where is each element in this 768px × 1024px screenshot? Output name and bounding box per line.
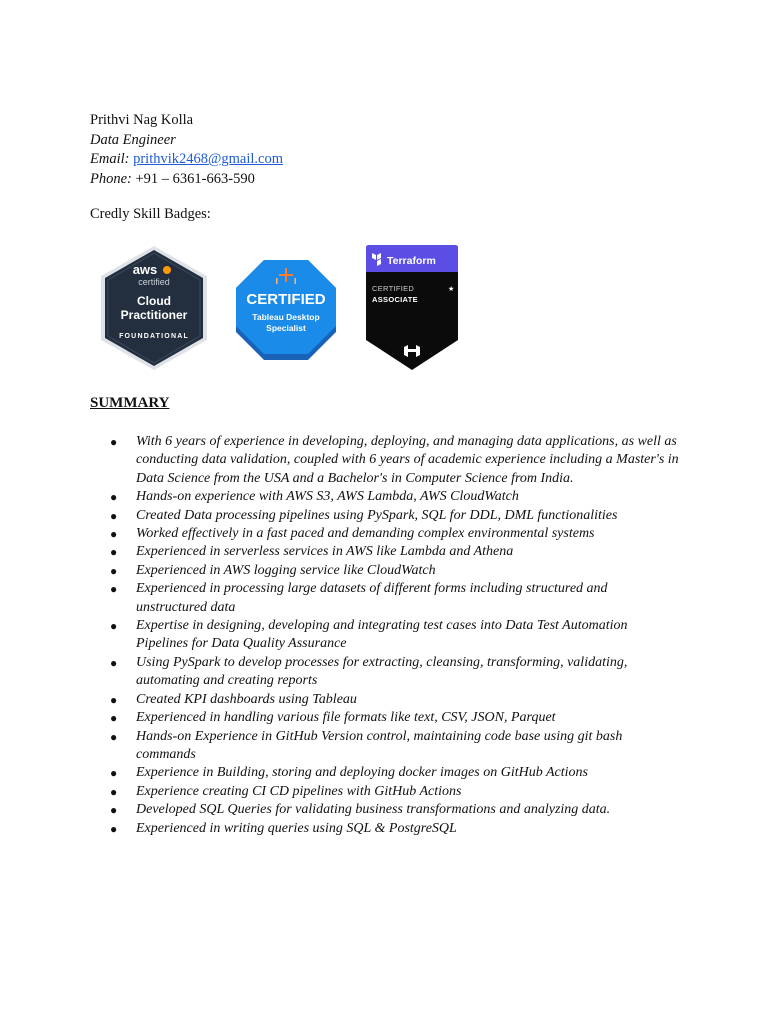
- summary-item: [110, 525, 682, 543]
- tableau-line1-text: Tableau Desktop: [252, 312, 320, 322]
- bullet-icon: ●: [110, 563, 118, 578]
- bullet-icon: ●: [110, 711, 118, 726]
- summary-item: [110, 691, 682, 709]
- summary-list: [110, 433, 682, 838]
- aws-sub-text: certified: [138, 277, 170, 287]
- email-link[interactable]: prithvik2468@gmail.com: [133, 151, 283, 167]
- summary-item: [110, 801, 682, 819]
- aws-check-icon: [163, 266, 171, 274]
- summary-item: [110, 617, 682, 654]
- aws-brand-text: aws: [132, 262, 158, 277]
- bullet-icon: ●: [110, 582, 118, 597]
- email-label: Email:: [90, 151, 130, 167]
- summary-item-text: Hands-on Experience in GitHub Version control, maintaining code base using git bash commands: [136, 728, 623, 762]
- summary-item-text: Experienced in processing large datasets of different forms including structured and unstructured data: [136, 581, 608, 615]
- aws-level-text: FOUNDATIONAL: [119, 333, 189, 340]
- summary-item-text: Experienced in writing queries using SQL & PostgreSQL: [136, 820, 457, 836]
- bullet-icon: ●: [110, 692, 118, 707]
- summary-item: [110, 507, 682, 525]
- job-title: Data Engineer: [90, 131, 176, 148]
- aws-cloud-practitioner-badge[interactable]: [99, 244, 209, 372]
- terraform-brand-text: Terraform: [387, 255, 436, 267]
- summary-item-text: Experienced in serverless services in AWS like Lambda and Athena: [136, 544, 514, 560]
- summary-item: [110, 820, 682, 838]
- star-icon: ★: [448, 285, 455, 293]
- bullet-icon: ●: [110, 435, 118, 449]
- tableau-title-text: CERTIFIED: [246, 291, 326, 308]
- bullet-icon: ●: [110, 545, 118, 560]
- summary-item-text: Developed SQL Queries for validating business transformations and analyzing data.: [136, 802, 611, 818]
- phone-number: +91 – 6361-663-590: [135, 170, 255, 187]
- bullet-icon: ●: [110, 729, 118, 744]
- summary-item-text: Using PySpark to develop processes for extracting, cleansing, transforming, validating, automating and creating reports: [136, 654, 628, 689]
- bullet-icon: ●: [110, 527, 118, 542]
- bullet-icon: ●: [110, 803, 118, 818]
- candidate-name: Prithvi Nag Kolla: [90, 112, 194, 128]
- summary-item-text: Expertise in designing, developing and integrating test cases into Data Test Automation Pipelines for Data Quality Assurance: [136, 618, 628, 652]
- terraform-line2-text: ASSOCIATE: [372, 295, 418, 304]
- phone-line: [90, 170, 283, 190]
- summary-heading: SUMMARY: [90, 395, 170, 411]
- summary-item: [110, 654, 682, 691]
- summary-item-text: Experience in Building, storing and deploying docker images on GitHub Actions: [136, 765, 588, 781]
- summary-item: [110, 580, 682, 617]
- phone-label: Phone:: [90, 170, 132, 187]
- bullet-icon: ●: [110, 784, 118, 799]
- bullet-icon: ●: [110, 655, 118, 670]
- summary-item: [110, 433, 682, 488]
- summary-item: [110, 728, 682, 765]
- bullet-icon: ●: [110, 508, 118, 523]
- contact-header: [90, 111, 283, 189]
- bullet-icon: ●: [110, 619, 118, 634]
- tableau-desktop-specialist-badge[interactable]: [234, 258, 338, 364]
- summary-item-text: Worked effectively in a fast paced and demanding complex environmental systems: [136, 526, 595, 542]
- summary-item: [110, 543, 682, 561]
- aws-line1-text: Cloud: [137, 294, 171, 308]
- terraform-associate-badge[interactable]: [362, 244, 462, 372]
- summary-item-text: With 6 years of experience in developing, deploying, and managing data applications, as well as conducting data validation, coupled with 6 years of academic experience including a Master's in Data Science from the USA and a Bachelor's in Computer Science from India.: [136, 434, 679, 486]
- aws-line2-text: Practitioner: [120, 308, 188, 322]
- email-line: [90, 150, 283, 170]
- summary-item-text: Experience creating CI CD pipelines with GitHub Actions: [136, 783, 462, 799]
- bullet-icon: ●: [110, 766, 118, 781]
- tableau-line2-text: Specialist: [266, 323, 306, 333]
- bullet-icon: ●: [110, 821, 118, 836]
- summary-item-text: Created KPI dashboards using Tableau: [136, 691, 357, 707]
- summary-item-text: Created Data processing pipelines using PySpark, SQL for DDL, DML functionalities: [136, 507, 618, 523]
- summary-item: [110, 709, 682, 727]
- bullet-icon: ●: [110, 490, 118, 505]
- summary-item: [110, 488, 682, 506]
- summary-item: [110, 783, 682, 801]
- summary-item: [110, 764, 682, 782]
- summary-item-text: Experienced in AWS logging service like CloudWatch: [136, 562, 436, 578]
- summary-item: [110, 562, 682, 580]
- terraform-line1-text: CERTIFIED: [372, 284, 415, 293]
- summary-item-text: Hands-on experience with AWS S3, AWS Lambda, AWS CloudWatch: [136, 489, 519, 505]
- summary-item-text: Experienced in handling various file formats like text, CSV, JSON, Parquet: [136, 710, 556, 726]
- badges-label: Credly Skill Badges:: [90, 206, 211, 222]
